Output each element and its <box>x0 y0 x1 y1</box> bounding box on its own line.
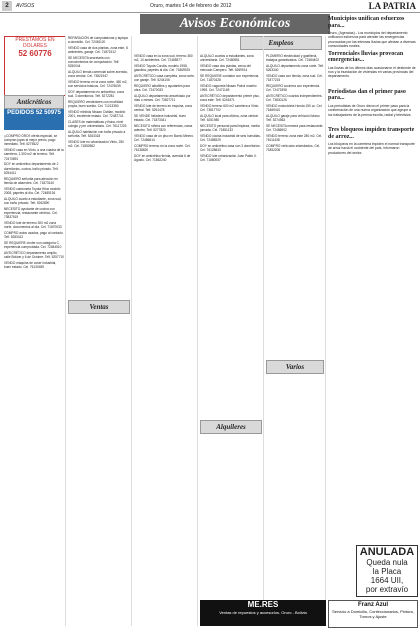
classified-ad: ANTICRÉTICO casa completa, zona norte, con garaje. Telf. 5244106 <box>134 74 195 83</box>
classified-ad: VENDO lote urbanización Juan Pablo II. Cel. 71860057 <box>200 154 257 163</box>
classified-ad: DOY en anticrético tienda, avenida 6 de Agosto. Cel. 71862240 <box>134 154 191 163</box>
classified-ad: ALQUILO tienda comercial sobre avenida, zona central. Cel. 73821947 <box>68 70 128 79</box>
classified-ad: SE VENDE heladera industrial, buen estado. Cel. 71873341 <box>134 114 186 123</box>
anulada-line-3: la Placa <box>372 567 402 576</box>
classified-ad: REQUIERO señorita para atención en tienda de abarrotes. Cel. 71873140 <box>4 176 58 185</box>
classified-ad: SE REQUIERE contador con experiencia. Cel. 71870428 <box>200 74 260 83</box>
classified-ad: COMPRO vehículos siniestrados. Cel. 71852206 <box>266 144 321 153</box>
newspaper-brand: LA PATRIA <box>368 1 416 11</box>
classified-ad: ALQUILO local para oficina, zona central. Telf. 5251980 <box>200 114 259 123</box>
classified-ad: NECESITO ayudante de cocina con experiencia, restaurante céntrico. Cel. 73837519 <box>4 206 58 220</box>
classified-ad: COMPRO terreno en la zona norte. Cel. 76138820 <box>134 144 191 153</box>
classified-ad: ALQUILO habitación con baño privado a señorita. Telf. 5263318 <box>68 130 126 139</box>
classified-ad: VENDO lote en urbanización Vinto, 250 m2. Cel. 71850562 <box>68 140 124 149</box>
page-header <box>0 0 420 13</box>
classifieds-banner: Avisos Económicos <box>140 14 330 34</box>
news-body-1: Oruro, (Agencias).- Los municipios del departamento unificaron esfuerzos para atender las emergencias provocadas por las intensas lluvias que afectan a diversas comunidades rurales. <box>328 31 416 49</box>
classified-ad: NECESITO personal para limpieza, media jornada. Cel. 71851133 <box>200 124 260 133</box>
news-headline-4: Tres bloqueos impiden transporte de arroz... <box>328 127 415 140</box>
footer-ad-2-title: Franz Azul <box>357 602 389 608</box>
classified-ad: VENDO minibús Nissan Civilian, modelo 2001, excelente estado. Cel. 72487741 <box>68 110 126 119</box>
classified-ad: VENDO casa en la zona sud, terreno 360 m2, 10 ambientes. Cel. 72485577 <box>134 54 193 63</box>
footer-ad-2 <box>328 600 418 628</box>
classified-ad: DOY en anticrético casa con 3 dormitorios. Cel. 76128843 <box>200 144 261 153</box>
news-body-2: Las lluvias de los últimos días ocasionaron el desborde de ríos y la inundación de viviendas en varias provincias del departamento. <box>328 65 416 79</box>
classified-ad: VENDO máquina de coser industrial, buen estado. Cel. 76130459 <box>4 260 57 270</box>
column-divider <box>197 36 198 626</box>
footer-ad-1 <box>200 600 326 626</box>
classified-ad: VENDO lote de terreno 300 m2 zona norte, documentos al día. Cel. 71870033 <box>4 220 62 230</box>
classified-ad: NECESITO niñera con referencias, cama adentro. Telf. 5277820 <box>134 124 193 133</box>
classifieds-column-5 <box>266 54 324 642</box>
classified-ad: ANTICRÉTICO departamento amplio, calle Bolívar y 6 de Octubre. Telf. 5257710 <box>4 250 64 260</box>
annulled-plate-notice <box>356 545 418 597</box>
loan-ad <box>4 36 66 96</box>
footer-ad-1-title: ME.RES <box>247 600 279 609</box>
classified-ad: ALQUILO cuartos a estudiantes, zona universitaria. Cel. 72480551 <box>200 54 254 63</box>
classified-ad: REQUIERO cocinera con experiencia. Cel. 72473398 <box>266 84 321 93</box>
classified-ad: PLOMERÍO electricidad y gasfitería, trabajos garantizados. Cel. 72484402 <box>266 54 319 63</box>
category-empleos: Empleos <box>240 36 322 50</box>
classified-ad: ALQUILO garaje para vehículo liviano. Telf. 5274563 <box>266 114 321 123</box>
page-number: 2 <box>2 1 12 11</box>
category-ventas: Ventas <box>68 300 130 314</box>
classified-ad: VENDO terreno zona este 280 m2. Cel. 76111438 <box>266 134 322 143</box>
classified-ad: VENDO casa con tienda, zona sud. Cel. 71877215 <box>266 74 323 83</box>
category-anticreticos: Anticréticos <box>4 95 64 109</box>
column-divider <box>263 36 264 626</box>
classifieds-column-3 <box>134 54 196 642</box>
classified-ad: VENDO casa de dos plantas, zona este, 8 ambientes, garaje. Cel. 71871512 <box>68 46 128 55</box>
classified-ad: ALQUILO departamento amueblado por días o meses. Cel. 73827711 <box>134 94 191 103</box>
classified-ad: SE NECESITA secretaria con conocimientos de computación. Telf. 5250044 <box>68 56 120 69</box>
classified-ad: COMPRO autos usados, pago al contado. Telf. 5283412 <box>4 230 64 240</box>
loan-ad-phone: 52 60776 <box>18 49 52 58</box>
classified-ad: VENDO terreno 600 m2 carretera a Vinto. Cel. 73817702 <box>200 104 260 113</box>
footer-ad-2-text: Servicio a Domicilio, Confeccionados, Pintura, Tornos y Ajuste <box>332 609 414 619</box>
loan-ad-title: PRESTAMOS EN DOLARES <box>15 37 55 49</box>
classified-ad: SE NECESITA mesera para restaurante. Cel. 72486902 <box>266 124 324 133</box>
classified-ad: CLASES de matemáticas y física, nivel colegio y pre universitario. Cel. 76117203 <box>68 120 127 129</box>
news-headline-1: Municipios unifican esfuerzos para... <box>328 16 405 29</box>
classifieds-column-1 <box>4 134 64 594</box>
anulada-title: ANULADA <box>359 546 415 558</box>
column-divider <box>65 36 66 626</box>
news-body-4: Los bloqueos en la carretera impiden el normal transporte de arroz hacia el occidente del país, informaron productores del sector. <box>328 142 415 155</box>
orders-phone-ad: PEDIDOS 52 50975 <box>4 108 64 130</box>
news-column <box>328 14 416 544</box>
classified-ad: ALQUILO cuarto a estudiante, zona sud, con baño privado. Telf. 5262890 <box>4 196 62 205</box>
anulada-line-2: Queda nula <box>366 558 408 567</box>
classified-ad: ¡¡COMPRO ORO!! oferta especial, se compran joyas al mejor precio, pago inmediato. Telf. 5275522 <box>4 134 58 147</box>
anulada-line-4: 1664 UII, <box>370 576 404 585</box>
classified-ad: VENDO lote de terreno en esquina, zona central. Telf. 5251478 <box>134 104 192 113</box>
news-body-3: Los periodistas de Oruro dieron el primer paso para la conformación de una nueva organización que agrupe a los trabajadores de la prensa escrita, radial y televisiva. <box>328 103 412 117</box>
classifieds-column-4 <box>200 54 262 642</box>
dateline: Oruro, martes 14 de febrero de 2012 <box>150 3 232 9</box>
classified-ad: VENDO terreno en la zona norte, 450 m2, con servicios básicos. Cel. 72476639 <box>68 80 128 89</box>
classified-ad: REPARACIÓN de computadoras y laptops a domicilio. Cel. 72481120 <box>68 36 128 45</box>
anulada-line-5: por extravío <box>365 585 409 594</box>
classified-ad: VENDO casa dos plantas, cerca del mercado Campero. Telf. 5269914 <box>200 64 251 73</box>
classified-ad: ANTICRÉTICO cuartos independientes. Cel. 73830126 <box>266 94 323 103</box>
classified-ad: VENDO camioneta Toyota Hilux modelo 2008, papeles al día. Cel. 72485136 <box>4 186 61 195</box>
classified-ad: REQUIERO albañiles y ayudantes para obra. Cel. 72470033 <box>134 84 190 93</box>
classified-ad: VENDO Toyota Corolla, modelo 1998, gasolina, papeles al día. Cel. 71869925 <box>134 64 191 73</box>
column-divider <box>131 36 132 626</box>
footer-ad-1-text: Ventas de repuestos y accesorios. Oruro - Bolivia <box>219 610 307 615</box>
classified-ad: ALQUILO departamento zona norte. Telf. 5263340 <box>266 64 324 73</box>
classified-ad: REQUIERO vendedores con movilidad propia, buen sueldo. Cel. 71213350 <box>68 100 123 109</box>
classified-ad: DOY departamento en anticrético, zona sud, 3 dormitorios. Telf. 5272281 <box>68 90 124 99</box>
news-headline-2: Torrenciales lluvias provocan emergencias... <box>328 50 404 64</box>
classified-ad: SE REQUIERE chofer con categoría C, experiencia comprobada. Cel. 72484510 <box>4 240 62 250</box>
classified-ad: VENDO casa en Vinto, a una cuadra de la carretera, 1.300 m2 de terreno. Telf. 72470891 <box>4 148 64 161</box>
classifieds-column-2 <box>68 36 130 624</box>
column-divider <box>325 36 326 626</box>
classified-ad: DOY en anticrético departamento de 2 dormitorios, cocina, baño privado. Telf. 5254411 <box>4 162 59 175</box>
classified-ad: VENDO vagoneta Nissan Patrol modelo 1995. Cel. 72471169 <box>200 84 257 93</box>
classified-ad: VENDO motocicleta Honda 150 cc. Cel. 71869410 <box>266 104 323 113</box>
category-varios: Varios <box>266 360 324 374</box>
section-name: AVISOS <box>16 3 35 9</box>
classified-ad: VENDO casa de un piso en Barrio Minero. Cel. 72486614 <box>134 134 194 143</box>
classified-ad: VENDO cocina industrial de seis hornallas. Cel. 72485529 <box>200 134 261 143</box>
category-alquileres: Alquileres <box>200 420 262 434</box>
classified-ad: ANTICRÉTICO departamento primer piso, zona este. Telf. 5246371 <box>200 94 260 103</box>
news-headline-3: Periodistas dan el primer paso para... <box>328 88 406 102</box>
